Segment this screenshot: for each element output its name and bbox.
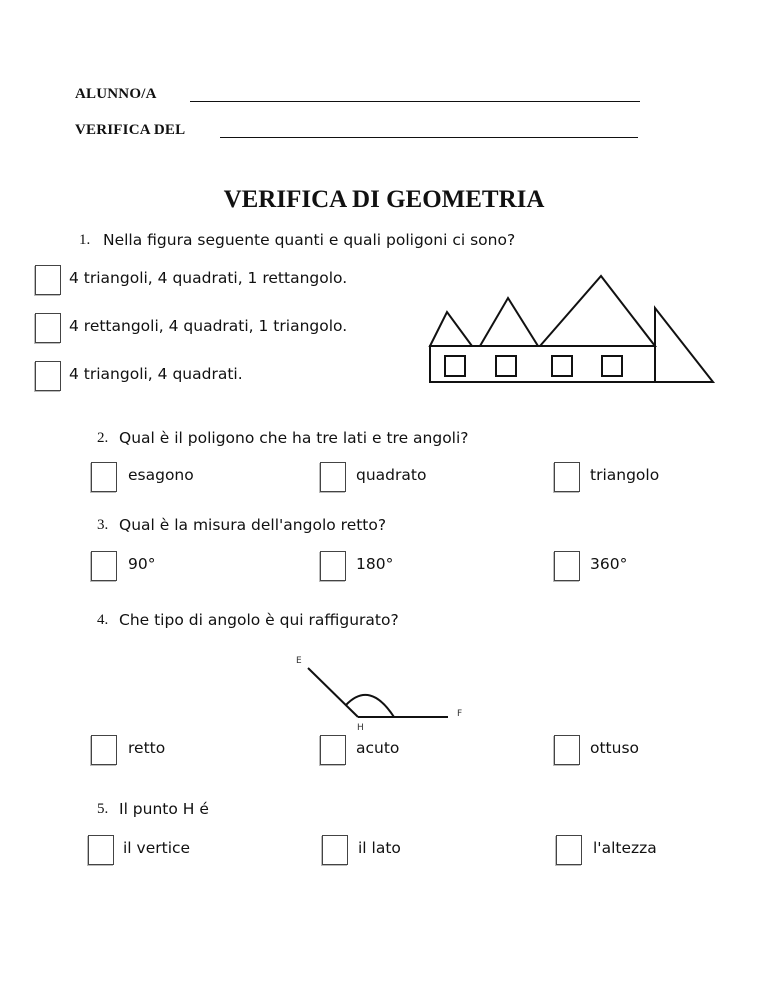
angle-label-f: F bbox=[457, 709, 463, 719]
question-2-text: Qual è il poligono che ha tre lati e tre angoli? bbox=[119, 429, 469, 447]
q2-option-3-checkbox[interactable] bbox=[554, 462, 580, 492]
angle-ray-he bbox=[308, 668, 358, 717]
q1-option-1-label: 4 triangoli, 4 quadrati, 1 rettangolo. bbox=[69, 269, 348, 287]
figure-triangle-2 bbox=[480, 298, 538, 346]
angle-label-h: H bbox=[357, 723, 364, 733]
q3-option-2-checkbox[interactable] bbox=[320, 551, 346, 581]
q1-option-2-checkbox[interactable] bbox=[35, 313, 61, 343]
polygons-figure bbox=[420, 268, 720, 388]
question-1-text: Nella figura seguente quanti e quali poligoni ci sono? bbox=[103, 231, 516, 249]
student-label: ALUNNO/A bbox=[75, 86, 157, 102]
figure-triangle-1 bbox=[430, 312, 472, 346]
q1-option-3-label: 4 triangoli, 4 quadrati. bbox=[69, 365, 243, 383]
q4-option-2-checkbox[interactable] bbox=[320, 735, 346, 765]
q5-option-1-checkbox[interactable] bbox=[88, 835, 114, 865]
question-3-text: Qual è la misura dell'angolo retto? bbox=[119, 516, 387, 534]
question-1-number: 1. bbox=[79, 232, 91, 248]
student-name-line[interactable] bbox=[190, 101, 640, 102]
figure-square-3 bbox=[552, 356, 572, 376]
page-title: VERIFICA DI GEOMETRIA bbox=[223, 186, 545, 213]
question-4-text: Che tipo di angolo è qui raffigurato? bbox=[119, 611, 399, 629]
q4-option-3-checkbox[interactable] bbox=[554, 735, 580, 765]
q5-option-2-label: il lato bbox=[358, 839, 401, 857]
q4-option-1-checkbox[interactable] bbox=[91, 735, 117, 765]
q1-option-1-checkbox[interactable] bbox=[35, 265, 61, 295]
q4-option-2-label: acuto bbox=[356, 739, 400, 757]
test-date-line[interactable] bbox=[220, 137, 638, 138]
question-2-number: 2. bbox=[97, 430, 109, 446]
q5-option-3-label: l'altezza bbox=[593, 839, 657, 857]
figure-square-4 bbox=[602, 356, 622, 376]
figure-square-2 bbox=[496, 356, 516, 376]
q4-option-3-label: ottuso bbox=[590, 739, 640, 757]
q3-option-3-label: 360° bbox=[590, 555, 628, 573]
q3-option-1-label: 90° bbox=[128, 555, 156, 573]
question-4-number: 4. bbox=[97, 612, 109, 628]
q2-option-3-label: triangolo bbox=[590, 466, 660, 484]
figure-triangle-4 bbox=[655, 308, 713, 382]
q5-option-3-checkbox[interactable] bbox=[556, 835, 582, 865]
q2-option-2-label: quadrato bbox=[356, 466, 427, 484]
q2-option-1-checkbox[interactable] bbox=[91, 462, 117, 492]
q1-option-3-checkbox[interactable] bbox=[35, 361, 61, 391]
q4-option-1-label: retto bbox=[128, 739, 166, 757]
question-5-number: 5. bbox=[97, 801, 109, 817]
q2-option-2-checkbox[interactable] bbox=[320, 462, 346, 492]
q3-option-1-checkbox[interactable] bbox=[91, 551, 117, 581]
q3-option-3-checkbox[interactable] bbox=[554, 551, 580, 581]
test-date-label: VERIFICA DEL bbox=[75, 122, 186, 138]
question-3-number: 3. bbox=[97, 517, 109, 533]
figure-triangle-3 bbox=[540, 276, 655, 346]
q2-option-1-label: esagono bbox=[128, 466, 194, 484]
q1-option-2-label: 4 rettangoli, 4 quadrati, 1 triangolo. bbox=[69, 317, 348, 335]
figure-square-1 bbox=[445, 356, 465, 376]
q3-option-2-label: 180° bbox=[356, 555, 394, 573]
q5-option-1-label: il vertice bbox=[123, 839, 191, 857]
angle-label-e: E bbox=[296, 656, 302, 666]
obtuse-angle-figure bbox=[290, 650, 480, 740]
q5-option-2-checkbox[interactable] bbox=[322, 835, 348, 865]
question-5-text: Il punto H é bbox=[119, 800, 209, 818]
